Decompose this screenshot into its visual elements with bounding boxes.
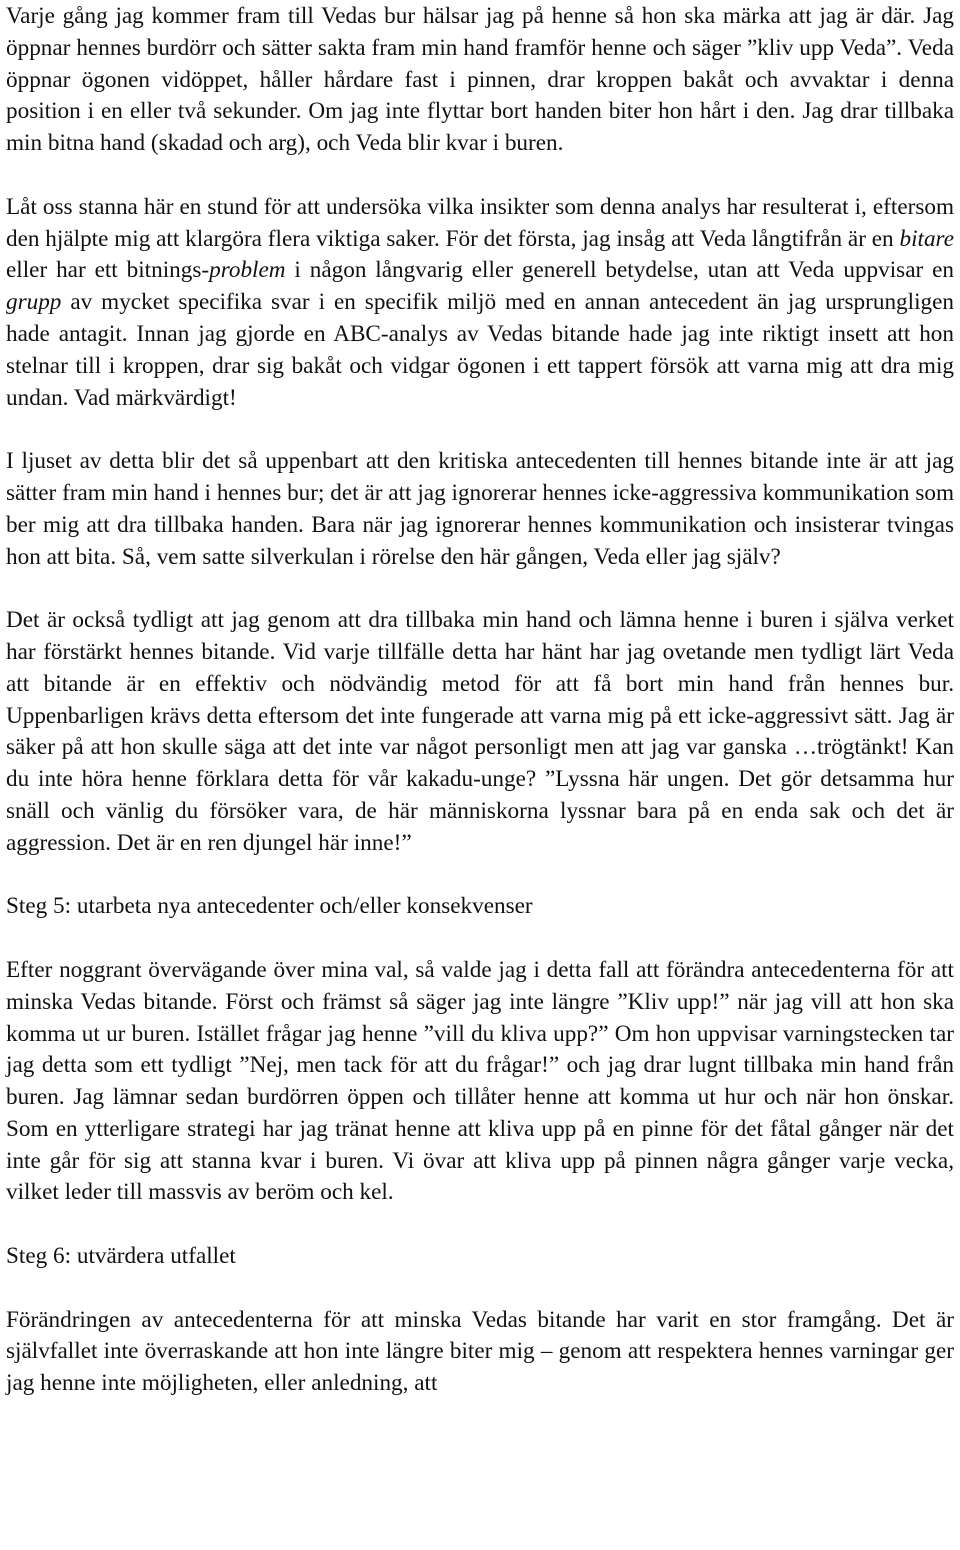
paragraph	[6, 192, 954, 415]
emphasized-text: grupp	[6, 289, 62, 316]
body-text	[6, 1, 954, 860]
text-run: I ljuset av detta blir det så uppenbart att den kritiska antecedenten till hennes bitande inte är att jag sätter fram min hand i hennes bur; det är att jag ignorerar hennes icke-aggressiva kommunikation som ber mig att dra tillbaka handen. Bara när jag ignorerar hennes kommunikation och insisterar tvingas hon att bita. Så, vem satte silverkulan i rörelse den här gången, Veda eller jag själv?	[6, 448, 954, 570]
text-run: Det är också tydligt att jag genom att dra tillbaka min hand och lämna henne i buren i själva verket har förstärkt hennes bitande. Vid varje tillfälle detta har hänt har jag ovetande men tydligt lärt Veda att bitande är en effektiv och nödvändig metod för att få bort min hand från hennes bur. Uppenbarligen krävs detta eftersom det inte fungerade att varna mig på ett icke-aggressivt sätt. Jag är säker på att hon skulle säga att det inte var något personligt men att jag var ganska …trögtänkt! Kan du inte höra henne förklara detta för vår kakadu-unge? ”Lyssna här ungen. Det gör detsamma hur snäll och vänlig du försöker vara, de här människorna lyssnar bara på en enda sak och det är aggression. Det är en ren djungel här inne!”	[6, 607, 954, 856]
paragraph	[6, 446, 954, 573]
text-run: av mycket specifika svar i en specifik miljö med en annan antecedent än jag ursprungligen hade antagit. Innan jag gjorde en ABC-analys av Vedas bitande hade jag inte riktigt insett att hon stelnar till i kroppen, drar sig bakåt och vidgar ögonen i ett tappert försök att varna mig att dra mig undan. Vad märkvärdigt!	[6, 289, 954, 411]
text-run: eller har ett bitnings-	[6, 257, 210, 284]
paragraph	[6, 605, 954, 859]
paragraph: Efter noggrant övervägande över mina val, så valde jag i detta fall att förändra antecedenterna för att minska Vedas bitande. Först och främst så säger jag inte längre ”Kliv upp!” när jag vill att hon ska komma ut ur buren. Istället frågar jag henne ”vill du kliva upp?” Om hon uppvisar varningstecken tar jag detta som ett tydligt ”Nej, men tack för att du frågar!” och jag drar lugnt tillbaka min hand från buren. Jag lämnar sedan burdörren öppen och tillåter henne att komma ut hur och när hon önskar. Som en ytterligare strategi har jag tränat henne att kliva upp på en pinne för det fåtal gånger när det inte går för sig att stanna kvar i buren. Vi övar att kliva upp på pinnen några gånger varje vecka, vilket leder till massvis av beröm och kel.	[6, 956, 954, 1206]
paragraph	[6, 1, 954, 160]
emphasized-text: bitare	[899, 225, 954, 252]
section-heading-step-6: Steg 6: utvärdera utfallet	[6, 1243, 236, 1270]
text-run: Låt oss stanna här en stund för att undersöka vilka insikter som denna analys har resulterat i, eftersom den hjälpte mig att klargöra flera viktiga saker. För det första, jag insåg att Veda långtifrån är en	[6, 193, 954, 252]
text-run: i någon långvarig eller generell betydelse, utan att Veda uppvisar en	[285, 257, 954, 284]
paragraph: Förändringen av antecedenterna för att minska Vedas bitande har varit en stor framgång. Det är självfallet inte överraskande att hon inte längre biter mig – genom att respektera hennes varningar ger jag henne inte möjligheten, eller anledning, att	[6, 1306, 954, 1397]
section-heading-step-5: Steg 5: utarbeta nya antecedenter och/eller konsekvenser	[6, 893, 533, 920]
text-run: Varje gång jag kommer fram till Vedas bur hälsar jag på henne så hon ska märka att jag är där. Jag öppnar hennes burdörr och sätter sakta fram min hand framför henne och säger ”kliv upp Veda”. Veda öppnar ögonen vidöppet, håller hårdare fast i pinnen, drar kroppen bakåt och avvaktar i denna position i en eller två sekunder. Om jag inte flyttar bort handen biter hon hårt i den. Jag drar tillbaka min bitna hand (skadad och arg), och Veda blir kvar i buren.	[6, 3, 954, 157]
emphasized-text: problem	[209, 257, 286, 284]
